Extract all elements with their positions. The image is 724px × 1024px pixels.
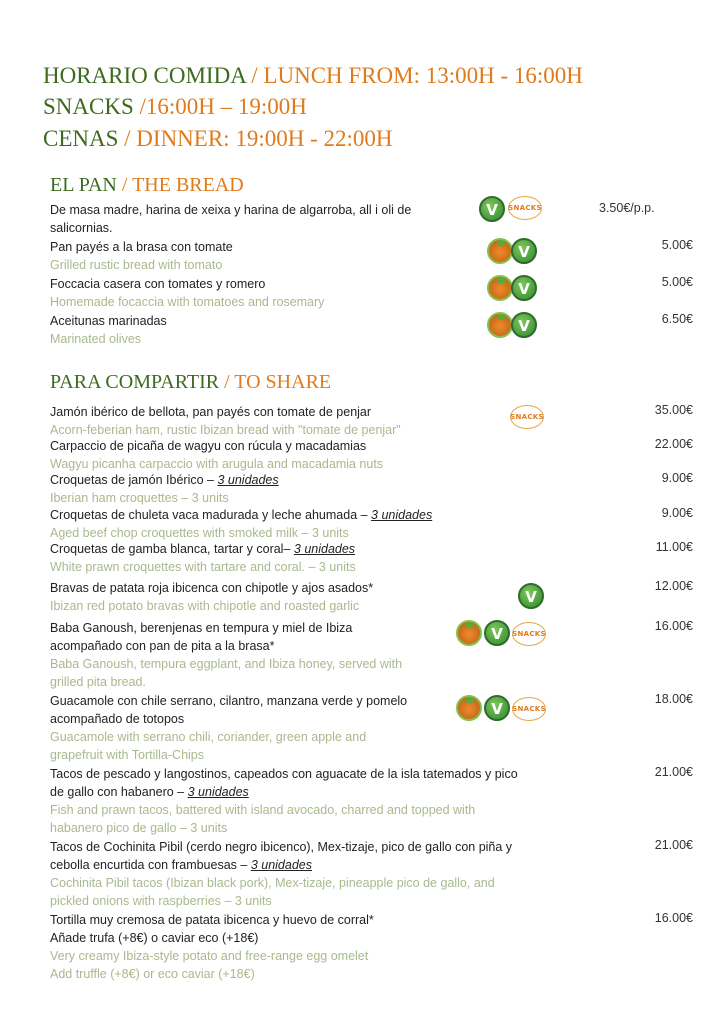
bread-item-3-english: Homemade focaccia with tomatoes and rosemary xyxy=(50,295,325,309)
share-item-1-price: 35.00€ xyxy=(654,403,693,417)
bread-item-4-english: Marinated olives xyxy=(50,332,142,346)
snacks-icon: SNACKS xyxy=(512,622,546,646)
share-item-1-english: Acorn-feberian ham, rustic Ibizan bread with "tomate de penjar" xyxy=(50,423,401,437)
vegan-icon xyxy=(484,695,510,721)
share-item-10-price: 21.00€ xyxy=(654,838,693,852)
share-item-7-english: Baba Ganoush, tempura eggplant, and Ibiza honey, served with xyxy=(50,657,403,671)
share-item-7-english-cont: grilled pita bread. xyxy=(50,675,146,689)
bread-item-1-price: 3.50€/p.p. xyxy=(599,201,655,215)
share-item-1-name: Jamón ibérico de bellota, pan payés con tomate de penjar xyxy=(50,405,372,419)
bread-item-3-name: Foccacia casera con tomates y romero xyxy=(50,277,266,291)
lunch-hours: HORARIO COMIDA / LUNCH FROM: 13:00H - 16:00H xyxy=(43,63,583,88)
share-item-3-english: Iberian ham croquettes – 3 units xyxy=(50,491,229,505)
share-item-6-english: Ibizan red potato bravas with chipotle and roasted garlic xyxy=(50,599,360,613)
carrot-icon xyxy=(456,695,482,721)
share-item-4-name: Croquetas de chuleta vaca madurada y leche ahumada – 3 unidades xyxy=(50,508,433,522)
share-item-3-price: 9.00€ xyxy=(661,471,693,485)
share-item-10-english-cont: pickled onions with raspberries – 3 units xyxy=(50,894,272,908)
vegan-icon xyxy=(479,196,505,222)
share-item-4-english: Aged beef chop croquettes with smoked milk – 3 units xyxy=(50,526,349,540)
share-item-11-english: Very creamy Ibiza-style potato and free-range egg omelet xyxy=(50,949,369,963)
share-item-2-price: 22.00€ xyxy=(654,437,693,451)
share-item-9-english: Fish and prawn tacos, battered with island avocado, charred and topped with xyxy=(50,803,476,817)
share-item-7-price: 16.00€ xyxy=(654,619,693,633)
share-item-5-price: 11.00€ xyxy=(655,540,693,554)
share-item-9-price: 21.00€ xyxy=(654,765,693,779)
vegan-icon xyxy=(511,238,537,264)
bread-item-1-name-cont: salicornias. xyxy=(50,221,113,235)
share-item-5-name: Croquetas de gamba blanca, tartar y coral– 3 unidades xyxy=(50,542,356,556)
share-item-2-name: Carpaccio de picaña de wagyu con rúcula y macadamias xyxy=(50,439,367,453)
share-item-8-english: Guacamole with serrano chili, coriander, green apple and xyxy=(50,730,367,744)
bread-item-2-price: 5.00€ xyxy=(661,238,693,252)
share-item-10-name: Tacos de Cochinita Pibil (cerdo negro ibicenco), Mex-tizaje, pico de gallo con piña y xyxy=(50,840,513,854)
bread-section-title: EL PAN / THE BREAD xyxy=(50,174,244,196)
share-item-3-name: Croquetas de jamón Ibérico – 3 unidades xyxy=(50,473,279,487)
share-item-11-english-cont: Add truffle (+8€) or eco caviar (+18€) xyxy=(50,967,255,981)
share-item-9-name-cont: de gallo con habanero – 3 unidades xyxy=(50,785,249,799)
share-item-8-price: 18.00€ xyxy=(654,692,693,706)
share-item-7-name: Baba Ganoush, berenjenas en tempura y miel de Ibiza xyxy=(50,621,353,635)
carrot-icon xyxy=(487,312,513,338)
snacks-icon: SNACKS xyxy=(510,405,544,429)
bread-item-1-name: De masa madre, harina de xeixa y harina de algarroba, all i oli de xyxy=(50,203,412,217)
bread-item-4-name: Aceitunas marinadas xyxy=(50,314,167,328)
share-item-8-english-cont: grapefruit with Tortilla-Chips xyxy=(50,748,204,762)
vegan-icon xyxy=(518,583,544,609)
snacks-icon: SNACKS xyxy=(512,697,546,721)
bread-item-4-price: 6.50€ xyxy=(661,312,693,326)
share-item-9-english-cont: habanero pico de gallo – 3 units xyxy=(50,821,228,835)
snacks-hours: SNACKS /16:00H – 19:00H xyxy=(43,94,307,119)
share-item-5-english: White prawn croquettes with tartare and coral. – 3 units xyxy=(50,560,356,574)
vegan-icon xyxy=(511,275,537,301)
carrot-icon xyxy=(487,238,513,264)
snacks-icon: SNACKS xyxy=(508,196,542,220)
share-item-4-price: 9.00€ xyxy=(661,506,693,520)
share-item-11-price: 16.00€ xyxy=(654,911,693,925)
carrot-icon xyxy=(456,620,482,646)
dinner-hours: CENAS / DINNER: 19:00H - 22:00H xyxy=(43,126,393,151)
share-item-7-name-cont: acompañado con pan de pita a la brasa* xyxy=(50,639,275,653)
share-item-11-name-cont: Añade trufa (+8€) o caviar eco (+18€) xyxy=(50,931,259,945)
vegan-icon xyxy=(484,620,510,646)
share-item-6-price: 12.00€ xyxy=(654,579,693,593)
share-item-2-english: Wagyu picanha carpaccio with arugula and macadamia nuts xyxy=(50,457,384,471)
bread-item-3-price: 5.00€ xyxy=(661,275,693,289)
share-section-title: PARA COMPARTIR / TO SHARE xyxy=(50,371,332,393)
share-item-10-name-cont: cebolla encurtida con frambuesas – 3 unidades xyxy=(50,858,312,872)
share-item-6-name: Bravas de patata roja ibicenca con chipotle y ajos asados* xyxy=(50,581,374,595)
share-item-10-english: Cochinita Pibil tacos (Ibizan black pork), Mex-tizaje, pineapple pico de gallo, and xyxy=(50,876,495,890)
bread-item-2-english: Grilled rustic bread with tomato xyxy=(50,258,223,272)
share-item-8-name: Guacamole con chile serrano, cilantro, manzana verde y pomelo xyxy=(50,694,408,708)
share-item-8-name-cont: acompañado de totopos xyxy=(50,712,185,726)
share-item-9-name: Tacos de pescado y langostinos, capeados con aguacate de la isla tatemados y pico xyxy=(50,767,518,781)
share-item-11-name: Tortilla muy cremosa de patata ibicenca y huevo de corral* xyxy=(50,913,374,927)
bread-item-2-name: Pan payés a la brasa con tomate xyxy=(50,240,233,254)
vegan-icon xyxy=(511,312,537,338)
carrot-icon xyxy=(487,275,513,301)
